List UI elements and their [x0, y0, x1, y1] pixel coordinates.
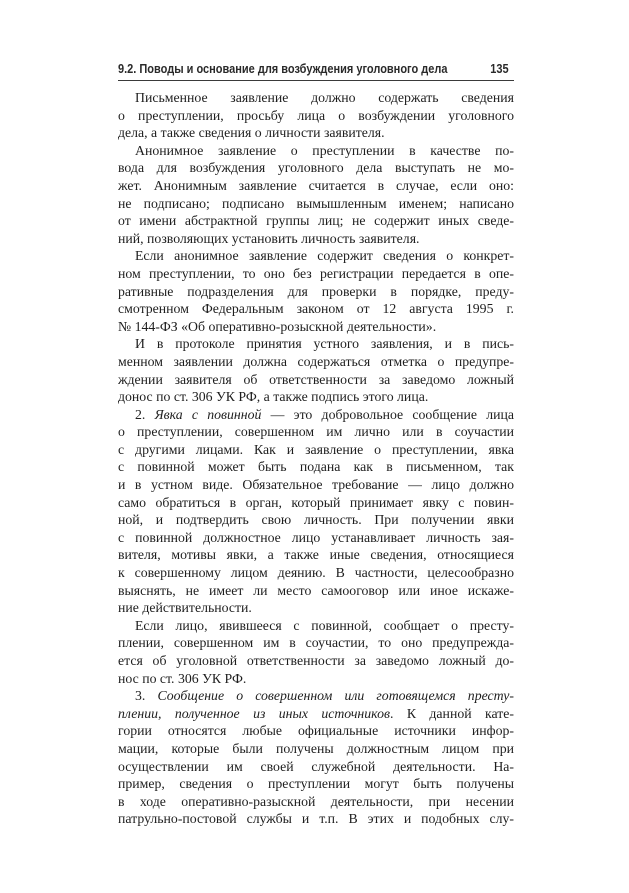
text-line [118, 810, 514, 828]
text-line [118, 300, 514, 318]
text-run: пример, сведения о преступлении могут быть получены [118, 776, 514, 792]
text-run: ной, и подтвердить свою личность. При получении явки [118, 512, 514, 528]
text-line [118, 722, 514, 740]
text-run: с повинной должностное лицо устанавливает личность зая- [118, 529, 514, 545]
text-line [118, 283, 514, 301]
text-line [118, 564, 514, 582]
text-line [118, 371, 514, 389]
text-run: о преступлении, просьбу лица о возбуждении уголовного [118, 107, 514, 123]
text-line [118, 107, 514, 125]
text-line [118, 458, 514, 476]
body-text [118, 89, 514, 828]
text-run: ном преступлении, то оно без регистрации передается в опе- [118, 265, 514, 281]
text-line [118, 740, 514, 758]
text-line [118, 634, 514, 652]
text-line [118, 265, 514, 283]
text-run: смотренном Федеральным законом от 12 августа 1995 г. [118, 301, 514, 317]
italic-term: Явка с повинной [154, 406, 262, 422]
text-line [118, 124, 514, 142]
text-run: Анонимное заявление о преступлении в качестве по- [135, 142, 514, 158]
header-rule [118, 80, 514, 81]
text-run: донос по ст. 306 УК РФ, а также подпись этого лица. [118, 389, 429, 405]
text-line [118, 775, 514, 793]
text-line [118, 406, 514, 424]
page-number: 135 [490, 62, 509, 76]
running-header-title: 9.2. Поводы и основание для возбуждения уголовного дела [118, 62, 448, 76]
text-line [118, 388, 514, 406]
text-run: жет. Анонимным заявление считается в случае, если оно: [118, 177, 514, 193]
text-run: ний, позволяющих установить личность заявителя. [118, 230, 420, 246]
text-line [118, 177, 514, 195]
text-line [118, 705, 514, 723]
text-line [118, 212, 514, 230]
text-run: . К данной кате- [390, 705, 514, 721]
text-run: И в протоколе принятия устного заявления, и в пись- [135, 336, 514, 352]
text-run: плении, совершенном им в соучастии, то оно предупрежда- [118, 635, 514, 651]
text-run: в ходе оперативно-разыскной деятельности, при несении [118, 793, 514, 809]
text-line [118, 582, 514, 600]
text-run: ждении заявителя об ответственности за заведомо ложный [118, 371, 514, 387]
text-run: вода для возбуждения уголовного дела выступать не мо- [118, 160, 514, 176]
text-line [118, 230, 514, 248]
text-line [118, 247, 514, 265]
text-run: ние действительности. [118, 600, 252, 616]
text-line [118, 599, 514, 617]
text-run: Письменное заявление должно содержать сведения [135, 90, 514, 105]
text-line [118, 441, 514, 459]
text-run: с другими лицами. Как и заявление о преступлении, явка [118, 441, 514, 457]
italic-term: Сообщение о совершенном или готовящемся престу- [157, 688, 514, 704]
text-line [118, 687, 514, 705]
text-line [118, 529, 514, 547]
text-line [118, 195, 514, 213]
text-run: ется об уголовной ответственности за заведомо ложный до- [118, 653, 514, 668]
text-line [118, 758, 514, 776]
text-line [118, 89, 514, 107]
text-line [118, 546, 514, 564]
text-run: ративные подразделения для проверки в порядке, преду- [118, 283, 514, 299]
text-run: с повинной может быть подана как в письменном, так [118, 459, 514, 475]
text-run: Если анонимное заявление содержит сведения о конкрет- [135, 248, 514, 264]
text-run: осуществлении им своей служебной деятельности. На- [118, 758, 514, 774]
text-line [118, 652, 514, 670]
text-run: № 144-ФЗ «Об оперативно-розыскной деятельности». [118, 318, 437, 334]
text-run: и в устном виде. Обязательное требование — лицо должно [118, 477, 514, 493]
text-line [118, 494, 514, 512]
text-run: 2. [135, 406, 155, 422]
text-line [118, 159, 514, 177]
text-line [118, 670, 514, 688]
text-run: гории относятся любые официальные источники инфор- [118, 723, 514, 739]
text-run: патрульно-постовой службы и т.п. В этих и подобных слу- [118, 811, 514, 827]
text-run: менном заявлении должна содержаться отметка о предупре- [118, 353, 514, 369]
text-run: от имени абстрактной группы лиц; не содержит иных сведе- [118, 213, 514, 229]
text-run: нос по ст. 306 УК РФ. [118, 670, 247, 686]
text-line [118, 793, 514, 811]
text-run: 3. [135, 688, 158, 704]
text-run: о преступлении, совершенном им лично или в соучастии [118, 424, 514, 440]
text-line [118, 476, 514, 494]
text-line [118, 511, 514, 529]
text-run: мации, которые были получены должностным лицом при [118, 740, 514, 756]
text-run: выяснять, не имеет ли место самооговор или иное искаже- [118, 582, 514, 598]
text-line [118, 353, 514, 371]
text-run: вителя, мотивы явки, а также иные сведения, относящиеся [118, 547, 514, 563]
text-line [118, 335, 514, 353]
text-run: само обратиться в орган, который принимает явку с повин- [118, 494, 514, 510]
text-line [118, 423, 514, 441]
text-run: не подписано; подписано вымышленным именем; написано [118, 195, 514, 211]
text-line [118, 142, 514, 160]
text-run: к совершенному лицом деянию. В частности, целесообразно [118, 565, 514, 581]
text-run: дела, а также сведения о личности заявителя. [118, 125, 385, 141]
text-run: — это добровольное сообщение лица [261, 406, 514, 422]
text-line [118, 617, 514, 635]
text-run: Если лицо, явившееся с повинной, сообщает о престу- [135, 617, 514, 633]
running-header [118, 62, 514, 78]
italic-term: плении, полученное из иных источников [118, 705, 390, 721]
text-line [118, 318, 514, 336]
